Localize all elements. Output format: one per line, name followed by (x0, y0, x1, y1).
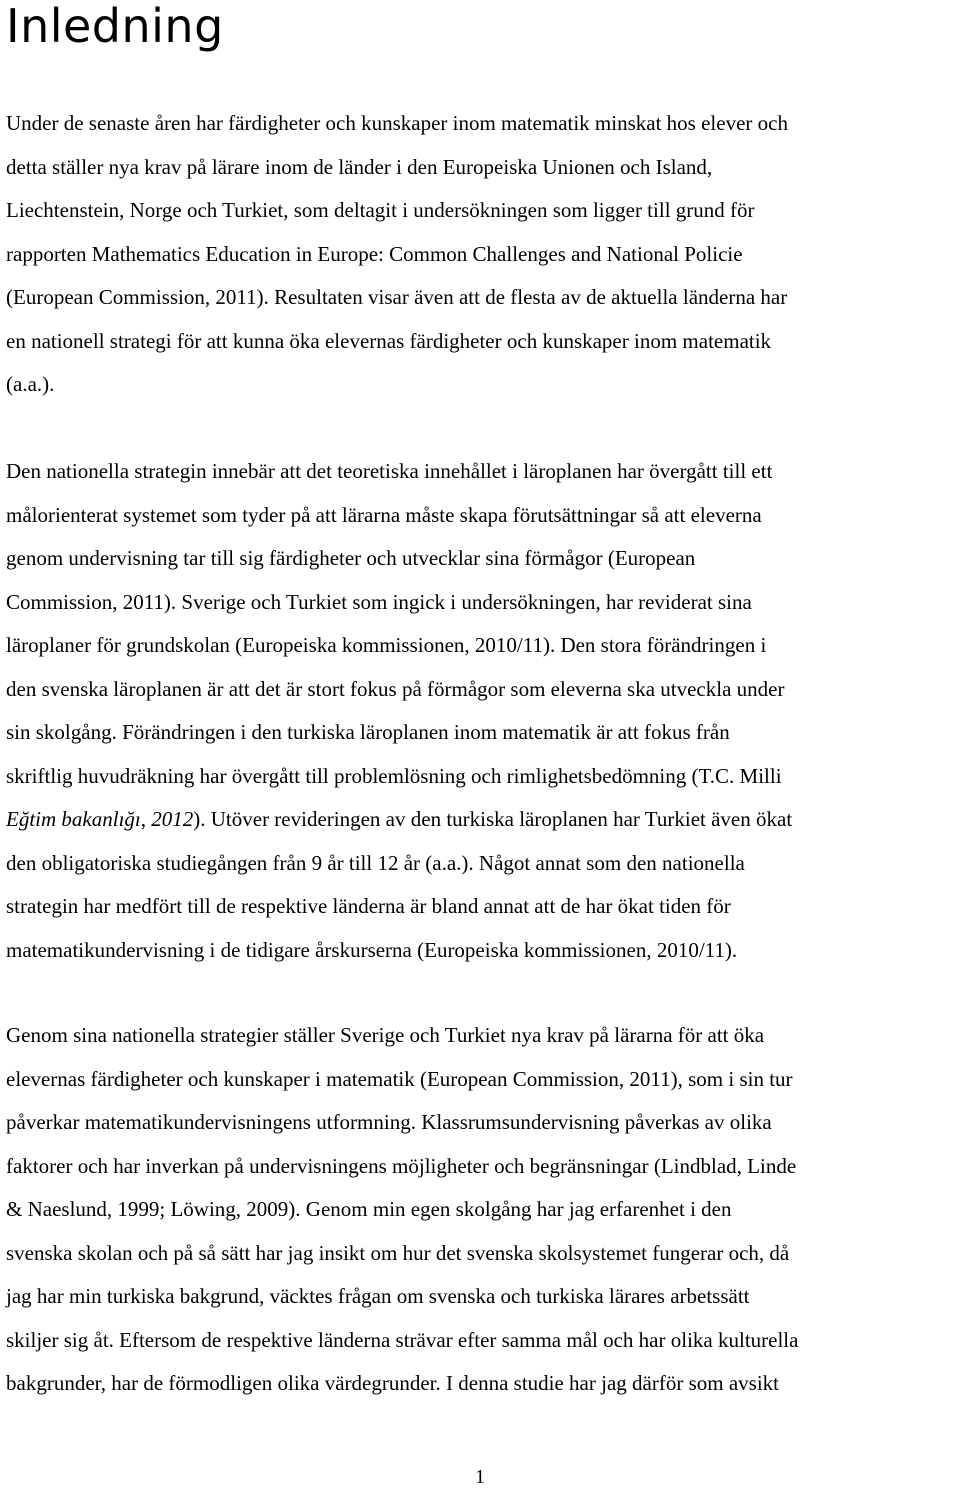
text-line: detta ställer nya krav på lärare inom de länder i den Europeiska Unionen och Island, (6, 154, 713, 179)
text-line: (a.a.). (6, 372, 55, 396)
text-line: & Naeslund, 1999; Löwing, 2009). Genom min egen skolgång har jag erfarenhet i den (6, 1197, 732, 1221)
text-line: (European Commission, 2011). Resultaten visar även att de flesta av de aktuella länderna har (6, 285, 788, 309)
paragraph-1 (6, 102, 960, 407)
text-line: Commission, 2011). Sverige och Turkiet som ingick i undersökningen, har reviderat sina (6, 589, 752, 614)
paragraph-2 (6, 450, 960, 972)
text-line: den svenska läroplanen är att det är stort fokus på förmågor som eleverna ska utveckla under (6, 676, 785, 701)
text-line: skiljer sig åt. Eftersom de respektive länderna strävar efter samma mål och har olika kulturella (6, 1327, 799, 1352)
text-line: Den nationella strategin innebär att det teoretiska innehållet i läroplanen har övergått till ett (6, 459, 773, 483)
text-line: faktorer och har inverkan på undervisningens möjligheter och begränsningar (Lindblad, Linde (6, 1153, 797, 1178)
text-line: elevernas färdigheter och kunskaper i matematik (European Commission, 2011), som i sin tur (6, 1066, 793, 1091)
text-line: genom undervisning tar till sig färdigheter och utvecklar sina förmågor (European (6, 546, 696, 570)
text-line: påverkar matematikundervisningens utformning. Klassrumsundervisning påverkas av olika (6, 1110, 772, 1134)
text-line: Under de senaste åren har färdigheter och kunskaper inom matematik minskat hos elever och (6, 111, 788, 135)
text-line: skriftlig huvudräkning har övergått till problemlösning och rimlighetsbedömning (T.C. Milli (6, 763, 782, 788)
text-line: sin skolgång. Förändringen i den turkiska läroplanen inom matematik är att fokus från (6, 720, 730, 744)
text-line: läroplaner för grundskolan (Europeiska kommissionen, 2010/11). Den stora förändringen i (6, 633, 767, 657)
text-line: bakgrunder, har de förmodligen olika värdegrunder. I denna studie har jag därför som avsikt (6, 1371, 779, 1395)
text-line: målorienterat systemet som tyder på att lärarna måste skapa förutsättningar så att eleverna (6, 502, 762, 527)
text-line: strategin har medfört till de respektive länderna är bland annat att de har ökat tiden för (6, 894, 731, 918)
text-line: matematikundervisning i de tidigare årskurserna (Europeiska kommissionen, 2010/11). (6, 937, 738, 962)
text-line: svenska skolan och på så sätt har jag insikt om hur det svenska skolsystemet fungerar och, då (6, 1240, 790, 1265)
text-line: en nationell strategi för att kunna öka elevernas färdigheter och kunskaper inom matematik (6, 328, 772, 353)
text-line: den obligatoriska studiegången från 9 år till 12 år (a.a.). Något annat som den nationella (6, 850, 745, 875)
text-line: Liechtenstein, Norge och Turkiet, som deltagit i undersökningen som ligger till grund för (6, 198, 755, 222)
paragraph-3 (6, 1014, 960, 1406)
text-line: rapporten Mathematics Education in Europe: Common Challenges and National Policie (6, 241, 743, 266)
citation-rest: ). Utöver revideringen av den turkiska läroplanen har Turkiet även ökat (193, 807, 793, 831)
text-line: jag har min turkiska bakgrund, väcktes frågan om svenska och turkiska lärares arbetssätt (6, 1284, 750, 1308)
section-heading: Inledning (6, 0, 224, 53)
text-line: Genom sina nationella strategier ställer Sverige och Turkiet nya krav på lärarna för att öka (6, 1023, 765, 1047)
citation-italic: Eğtim bakanlığı, 2012 (6, 807, 194, 831)
page-number: 1 (475, 1466, 485, 1488)
text-line-mixed (6, 798, 960, 842)
